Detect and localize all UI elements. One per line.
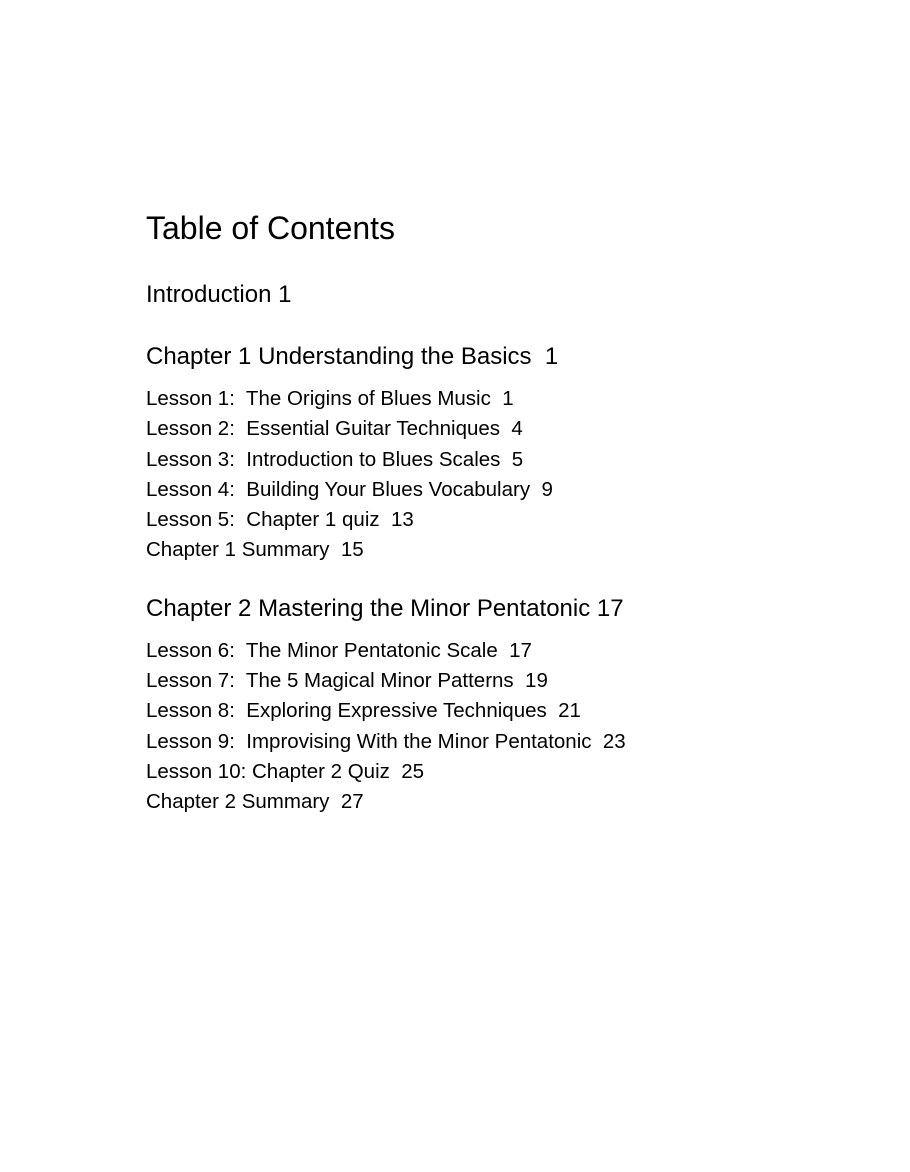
toc-entry-lesson-10: Lesson 10: Chapter 2 Quiz 25 (146, 759, 425, 783)
chapter-1-entries (146, 384, 866, 566)
toc-entry-lesson-9: Lesson 9: Improvising With the Minor Pentatonic 23 (146, 729, 626, 753)
toc-entry-chapter-1-summary: Chapter 1 Summary 15 (146, 538, 364, 562)
toc-entry-lesson-3: Lesson 3: Introduction to Blues Scales 5 (146, 447, 524, 471)
chapter-2-heading: Chapter 2 Mastering the Minor Pentatonic 17 (146, 594, 624, 622)
toc-entry-lesson-7: Lesson 7: The 5 Magical Minor Patterns 19 (146, 669, 548, 693)
chapter-1-section (146, 341, 866, 566)
page-title: Table of Contents (146, 210, 396, 246)
toc-entry-lesson-6: Lesson 6: The Minor Pentatonic Scale 17 (146, 638, 532, 662)
toc-entry-chapter-2-summary: Chapter 2 Summary 27 (146, 790, 364, 814)
chapter-2-section (146, 593, 866, 818)
table-of-contents (146, 206, 866, 818)
toc-entry-lesson-8: Lesson 8: Exploring Expressive Techniques 21 (146, 699, 581, 723)
toc-entry-introduction: Introduction 1 (146, 281, 292, 308)
toc-entry-lesson-4: Lesson 4: Building Your Blues Vocabulary 9 (146, 477, 553, 501)
chapter-1-heading: Chapter 1 Understanding the Basics 1 (146, 343, 559, 370)
toc-entry-lesson-2: Lesson 2: Essential Guitar Techniques 4 (146, 417, 523, 441)
toc-entry-lesson-1: Lesson 1: The Origins of Blues Music 1 (146, 387, 514, 410)
chapter-2-entries (146, 636, 866, 818)
toc-entry-lesson-5: Lesson 5: Chapter 1 quiz 13 (146, 508, 414, 532)
